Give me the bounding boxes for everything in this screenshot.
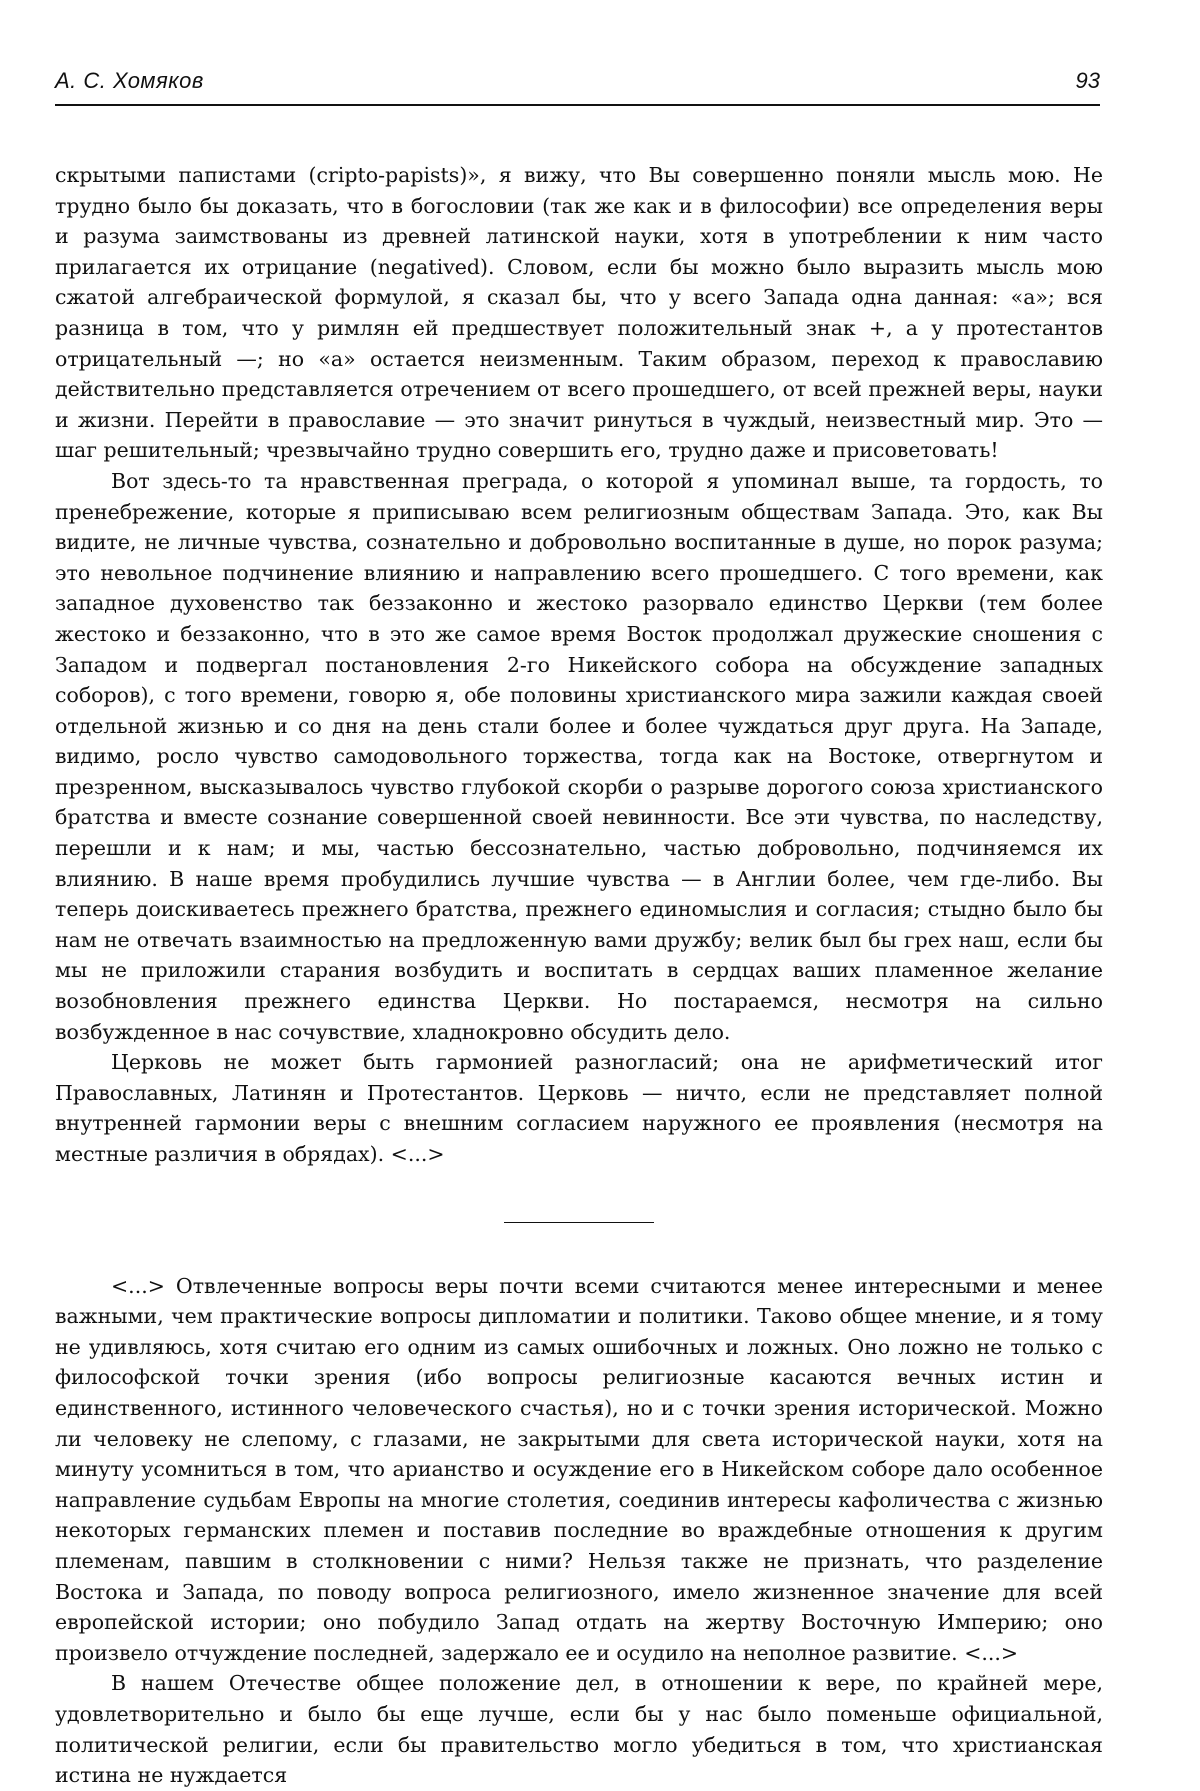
running-head-author: А. С. Хомяков: [55, 68, 204, 93]
page-number: 93: [1075, 68, 1100, 93]
paragraph: Церковь не может быть гармонией разногласий; она не арифметический итог Православных, Латинян и Протестантов. Церковь — ничто, если не представляет полной внутренней гармонии веры с внешним согласием наружного ее проявления (несмотря на местные различия в обрядах). <...>: [55, 1050, 1103, 1166]
paragraph: <...> Отвлеченные вопросы веры почти всеми считаются менее интересными и менее важными, чем практические вопросы дипломатии и политики. Таково общее мнение, и я тому не удивляюсь, хотя считаю его одним из самых ошибочных и ложных. Оно ложно не только с философской точки зрения (ибо вопросы религиозные касаются вечных истин и единственного, истинного человеческого счастья), но и с точки зрения исторической. Можно ли человеку не слепому, с глазами, не закрытыми для света исторической науки, хотя на минуту усомниться в том, что арианство и осуждение его в Никейском соборе дало особенное направление судьбам Европы на многие столетия, соединив интересы кафоличества с жизнью некоторых германских племен и поставив последние во враждебные отношения к другим племенам, павшим в столкновении с ними? Нельзя также не признать, что разделение Востока и Запада, по поводу вопроса религиозного, имело жизненное значение для всей европейской истории; оно побудило Запад отдать на жертву Восточную Империю; оно произвело отчуждение последней, задержало ее и осудило на неполное развитие. <...>: [55, 1273, 1103, 1665]
paragraph: Вот здесь-то та нравственная преграда, о которой я упоминал выше, та гордость, то пренебрежение, которые я приписываю всем религиозным обществам Запада. Это, как Вы видите, не личные чувства, сознательно и добровольно воспитанные в душе, но порок разума; это невольное подчинение влиянию и направлению всего прошедшего. С того времени, как западное духовенство так беззаконно и жестоко разорвало единство Церкви (тем более жестоко и беззаконно, что в это же самое время Восток продолжал дружеские сношения с Западом и подвергал постановления 2-го Никейского собора на обсуждение западных соборов), с того времени, говорю я, обе половины христианского мира зажили каждая своей отдельной жизнью и со дня на день стали более и более чуждаться друг друга. На Западе, видимо, росло чувство самодовольного торжества, тогда как на Востоке, отвергнутом и презренном, высказывалось чувство глубокой скорби о разрыве дорогого союза христианского братства и вместе сознание совершенной своей невинности. Все эти чувства, по наследству, перешли и к нам; и мы, частью бессознательно, частью добровольно, подчиняемся их влиянию. В наше время пробудились лучшие чувства — в Англии более, чем где-либо. Вы теперь доискиваетесь прежнего братства, прежнего единомыслия и согласия; стыдно было бы нам не отвечать взаимностью на предложенную вами дружбу; велик был бы грех наш, если бы мы не приложили старания возбудить и воспитать в сердцах ваших пламенное желание возобновления прежнего единства Церкви. Но постараемся, несмотря на сильно возбужденное в нас сочувствие, хладнокровно обсудить дело.: [55, 468, 1103, 1044]
paragraph: скрытыми папистами (cripto-papists)», я вижу, что Вы совершенно поняли мысль мою. Не трудно было бы доказать, что в богословии (так же как и в философии) все определения веры и разума заимствованы из древней латинской науки, хотя в употреблении к ним часто прилагается их отрицание (negatived). Словом, если бы можно было выразить мысль мою сжатой алгебраической формулой, я сказал бы, что у всего Запада одна данная: «а»; вся разница в том, что у римлян ей предшествует положительный знак +, а у протестантов отрицательный —; но «а» остается неизменным. Таким образом, переход к православию действительно представляется отречением от всего прошедшего, от всей прежней веры, науки и жизни. Перейти в православие — это значит ринуться в чуждый, неизвестный мир. Это — шаг решительный; чрезвычайно трудно совершить его, трудно даже и присоветовать!: [55, 163, 1103, 463]
section-separator: [504, 1222, 654, 1223]
paragraph: В нашем Отечестве общее положение дел, в отношении к вере, по крайней мере, удовлетворительно и было бы еще лучше, если бы у нас было поменьше официальной, политической религии, если бы правительство могло убедиться в том, что христианская истина не нуждается: [55, 1671, 1103, 1788]
body-text: [55, 160, 1103, 1791]
running-head: [55, 64, 1100, 106]
